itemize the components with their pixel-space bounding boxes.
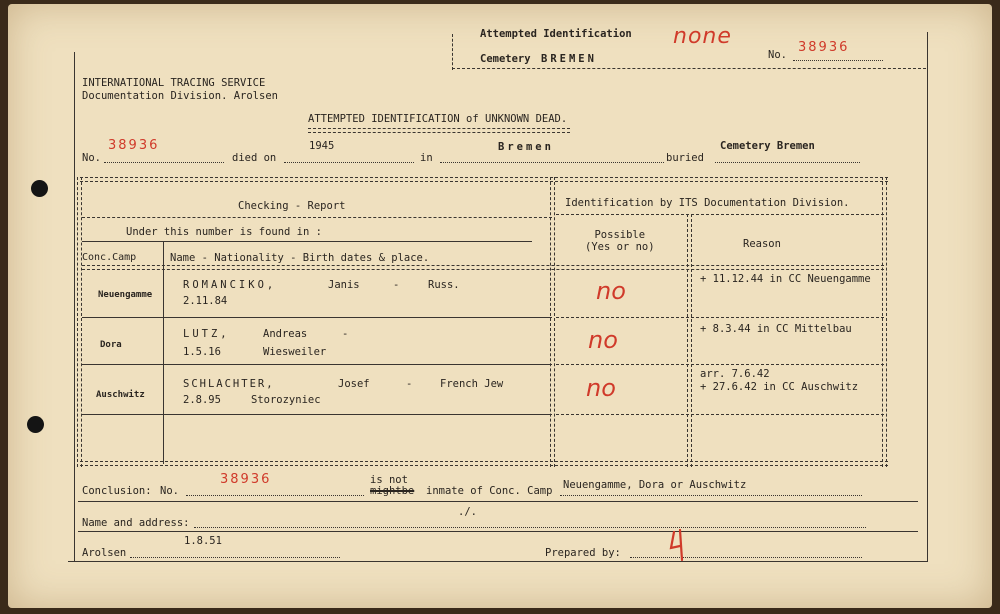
- table-row-reason: arr. 7.6.42: [700, 368, 770, 380]
- table-rule-2: [82, 217, 552, 218]
- table-row-reason: + 11.12.44 in CC Neuengamme: [700, 273, 871, 285]
- table-row-possible: no: [596, 277, 626, 305]
- table-row-surname: LUTZ,: [183, 328, 230, 340]
- header-cemetery-label: Cemetery: [480, 53, 531, 65]
- conclusion-camps: Neuengamme, Dora or Auschwitz: [563, 479, 747, 491]
- org-line-1: INTERNATIONAL TRACING SERVICE: [82, 77, 266, 89]
- footer-place-dots: [130, 557, 340, 558]
- buried-dots: [715, 162, 860, 163]
- table-row-nationality: French Jew: [440, 378, 504, 390]
- table-row-surname: SCHLACHTER,: [183, 378, 275, 390]
- header-box-bottom: [452, 68, 926, 69]
- table-row-place: Storozyniec: [251, 394, 321, 406]
- table-row-camp: Auschwitz: [96, 390, 145, 400]
- name-address-value: ./.: [458, 506, 477, 518]
- table-row-possible: no: [586, 374, 616, 402]
- table-row-firstname: Andreas: [263, 328, 308, 340]
- col-header-possible: Possible (Yes or no): [585, 229, 655, 253]
- row-separator-2b: [556, 364, 884, 365]
- table-row-dash: -: [342, 328, 349, 340]
- table-row-surname: ROMANCIKO,: [183, 279, 277, 291]
- table-row-birth: 2.8.95: [183, 394, 221, 406]
- table-row-birth: 2.11.84: [183, 295, 228, 307]
- conclusion-inmate-text: inmate of Conc. Camp: [426, 485, 553, 497]
- header-cemetery-value: BREMEN: [541, 53, 597, 65]
- buried-value: Cemetery Bremen: [720, 140, 815, 152]
- in-dots: [440, 162, 664, 163]
- table-rule-2b: [556, 214, 884, 215]
- died-on-dots: [284, 162, 414, 163]
- table-row-reason-2: + 27.6.42 in CC Auschwitz: [700, 381, 859, 393]
- table-divider-reason: [687, 214, 692, 467]
- table-row-possible: no: [588, 326, 618, 354]
- header-no-label: No.: [768, 49, 787, 61]
- table-bottom-border: [80, 461, 888, 466]
- row-separator-1b: [556, 317, 884, 318]
- punch-hole-top: [31, 180, 48, 197]
- table-rule-3: [82, 241, 532, 242]
- row-separator-3: [82, 414, 552, 415]
- prepared-by-label: Prepared by:: [545, 547, 621, 559]
- table-row-camp: Neuengamme: [98, 290, 153, 300]
- table-row-dash: -: [393, 279, 400, 291]
- name-address-label: Name and address:: [82, 517, 190, 529]
- name-address-rule: [78, 531, 918, 532]
- conclusion-struck-word: mightbe: [370, 485, 415, 497]
- form-bottom-border: [68, 561, 928, 562]
- record-no-value: 38936: [108, 138, 160, 153]
- header-title: Attempted Identification: [480, 28, 632, 40]
- header-no-value: 38936: [798, 40, 850, 55]
- form-left-border: [74, 52, 75, 562]
- checking-report-header: Checking - Report: [238, 200, 346, 212]
- died-on-value: 1945: [309, 140, 335, 152]
- table-row-camp: Dora: [100, 340, 122, 350]
- table-row-dash: -: [406, 378, 413, 390]
- conclusion-camps-dots: [560, 495, 862, 496]
- conclusion-no-dots: [186, 495, 364, 496]
- table-left-border: [77, 177, 82, 467]
- row-separator-1: [82, 317, 552, 318]
- col-header-name: Name - Nationality - Birth dates & place.: [170, 252, 430, 264]
- died-on-label: died on: [232, 152, 277, 164]
- conclusion-no-label: No.: [160, 485, 179, 497]
- table-row-reason: + 8.3.44 in CC Mittelbau: [700, 323, 852, 335]
- header-box-left: [452, 34, 453, 70]
- punch-hole-bottom: [27, 416, 44, 433]
- under-number-text: Under this number is found in :: [126, 226, 322, 238]
- record-no-dots: [104, 162, 224, 163]
- in-label: in: [420, 152, 433, 164]
- signature-mark: [665, 526, 695, 566]
- form-title-underline: [308, 128, 570, 133]
- handwritten-none: none: [673, 24, 732, 49]
- table-divider-camp: [163, 242, 164, 464]
- col-header-camp: Conc.Camp: [82, 252, 137, 263]
- form-title: ATTEMPTED IDENTIFICATION of UNKNOWN DEAD.: [308, 113, 568, 125]
- table-top-border: [80, 177, 888, 182]
- footer-date: 1.8.51: [184, 535, 222, 547]
- table-row-birth: 1.5.16: [183, 346, 221, 358]
- table-row-firstname: Janis: [328, 279, 360, 291]
- row-separator-3b: [556, 414, 884, 415]
- buried-label: buried: [666, 152, 704, 164]
- row-separator-2: [82, 364, 552, 365]
- form-right-border: [927, 32, 928, 562]
- conclusion-is-not: is not: [370, 474, 408, 486]
- conclusion-label: Conclusion:: [82, 485, 152, 497]
- record-no-label: No.: [82, 152, 101, 164]
- header-no-dots: [793, 60, 883, 61]
- table-row-nationality: Russ.: [428, 279, 460, 291]
- footer-place: Arolsen: [82, 547, 127, 559]
- identification-header: Identification by ITS Documentation Division.: [565, 197, 850, 209]
- in-value: Bremen: [498, 141, 554, 153]
- conclusion-rule: [78, 501, 918, 502]
- conclusion-no-value: 38936: [220, 472, 272, 487]
- table-header-rule: [82, 265, 884, 270]
- name-address-dots: [194, 527, 866, 528]
- table-row-firstname: Josef: [338, 378, 370, 390]
- col-header-reason: Reason: [743, 238, 781, 250]
- org-line-2: Documentation Division. Arolsen: [82, 90, 278, 102]
- table-row-place: Wiesweiler: [263, 346, 327, 358]
- table-divider-main: [550, 177, 555, 467]
- table-right-border: [882, 177, 887, 467]
- index-card: [8, 4, 992, 608]
